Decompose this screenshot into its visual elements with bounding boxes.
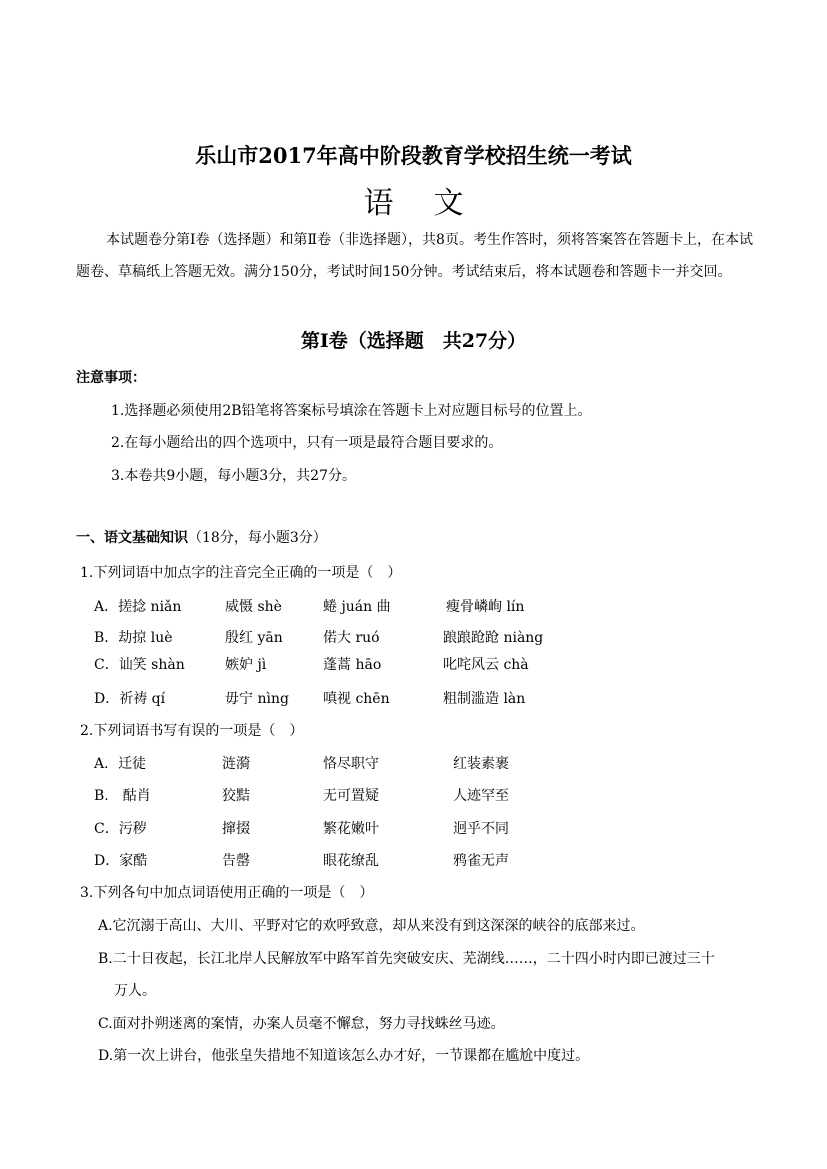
option-a: A.它沉溺于高山、大川、平野对它的欢呼致意，却从来没有到这深深的峡谷的底部来过。: [98, 918, 645, 934]
subject-title: 语文: [363, 186, 504, 221]
option-cell: 迥乎不同: [453, 821, 509, 837]
option-cell: B．劫掠 luè: [94, 630, 173, 646]
option-cell: 毋宁 nìng: [225, 691, 289, 707]
option-d: D.第一次上讲台，他张皇失措地不知道该怎么办才好，一节课都在尴尬中度过。: [98, 1048, 590, 1064]
option-b-continued: 万人。: [114, 983, 156, 999]
question-3-stem: 3.下列各句中加点词语使用正确的一项是（ ）: [80, 885, 374, 901]
question-2-stem: 2.下列词语书写有误的一项是（ ）: [80, 723, 304, 739]
option-cell: C．讪笑 shàn: [94, 657, 185, 673]
option-cell: 涟漪: [222, 756, 250, 772]
option-cell: C．污秽: [94, 821, 147, 837]
notice-item: 3.本卷共9小题，每小题3分，共27分。: [111, 468, 356, 484]
option-cell: D．家酷: [94, 853, 148, 869]
option-cell: 蓬蒿 hāo: [323, 657, 382, 673]
option-cell: 繁花嫩叶: [323, 821, 379, 837]
option-cell: B. 酤肖: [94, 788, 151, 804]
option-cell: 蜷 juán 曲: [323, 599, 391, 615]
option-cell: 无可置疑: [323, 788, 379, 804]
question-1-stem: 1.下列词语中加点字的注音完全正确的一项是（ ）: [80, 565, 402, 581]
option-cell: 红装素裹: [453, 756, 509, 772]
option-cell: 瘦骨嶙峋 lín: [446, 599, 525, 615]
option-cell: A．迁徒: [94, 756, 147, 772]
section-title: 第Ⅰ卷（选择题 共27分）: [300, 330, 527, 352]
option-cell: 撺掇: [222, 821, 250, 837]
option-cell: 叱咤风云 chà: [443, 657, 529, 673]
part-label: 一、语文基础知识: [76, 530, 188, 546]
option-cell: A．搓捻 niǎn: [94, 599, 182, 615]
notice-heading: 注意事项：: [76, 370, 146, 386]
option-b: B.二十日夜起，长江北岸人民解放军中路军首先突破安庆、芜湖线……，二十四小时内即已渡过三十: [98, 951, 715, 967]
option-cell: 殷红 yān: [225, 630, 283, 646]
notice-item: 2.在每小题给出的四个选项中，只有一项是最符合题目要求的。: [111, 435, 503, 451]
option-cell: 威慑 shè: [225, 599, 282, 615]
option-cell: 人迹罕至: [453, 788, 509, 804]
option-cell: 踉踉跄跄 niàng: [443, 630, 544, 646]
option-cell: 狡黠: [222, 788, 250, 804]
exam-title: 乐山市2017年高中阶段教育学校招生统一考试: [195, 143, 632, 168]
exam-instructions: 本试题卷分第Ⅰ卷（选择题）和第Ⅱ卷（非选择题），共8页。考生作答时，须将答案答在答题卡上，在本试题卷、草稿纸上答题无效。满分150分，考试时间150分钟。考试结束后，将本试题卷和答题卡一并交回。: [76, 232, 753, 280]
notice-item: 1.选择题必须使用2B铅笔将答案标号填涂在答题卡上对应题目标号的位置上。: [111, 403, 592, 419]
option-cell: 眼花缭乱: [323, 853, 379, 869]
option-cell: 偌大 ruó: [323, 630, 380, 646]
option-cell: 嫉妒 jì: [225, 657, 267, 673]
option-cell: 恪尽职守: [323, 756, 379, 772]
part-heading: [76, 527, 327, 547]
option-cell: 告罄: [222, 853, 250, 869]
option-cell: 嗔视 chēn: [323, 691, 390, 707]
option-cell: 鸦雀无声: [453, 853, 509, 869]
option-c: C.面对扑朔迷离的案情，办案人员毫不懈怠，努力寻找蛛丝马迹。: [98, 1016, 505, 1032]
option-cell: 粗制滥造 làn: [443, 691, 526, 707]
option-cell: D．祈祷 qí: [94, 691, 166, 707]
part-note: （18分，每小题3分）: [188, 530, 327, 546]
